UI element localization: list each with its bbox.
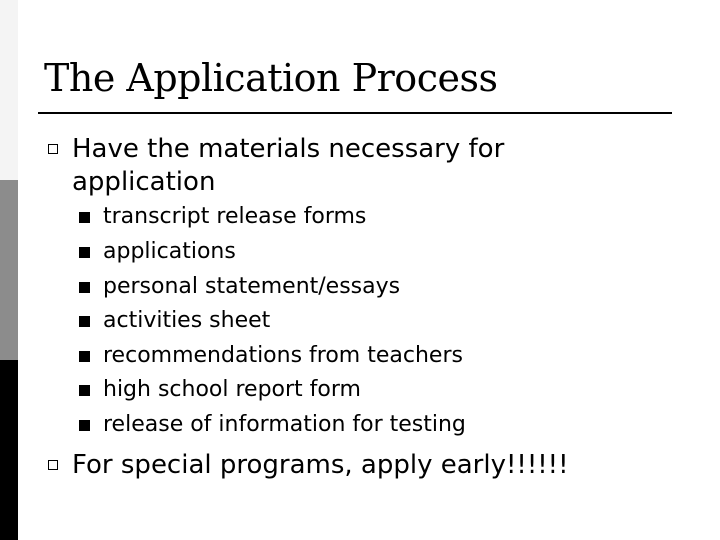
- left-edge-mid: [0, 180, 18, 360]
- solid-square-bullet-icon: [79, 212, 90, 223]
- solid-square-bullet-icon: [79, 385, 90, 396]
- solid-square-bullet-icon: [79, 282, 90, 293]
- bullet-1-line-2: application: [72, 167, 216, 197]
- subitem-4: activities sheet: [103, 308, 271, 333]
- left-edge-light: [0, 0, 18, 180]
- left-edge-dark: [0, 360, 18, 540]
- bullet-1-line-1: Have the materials necessary for: [72, 134, 505, 164]
- subitem-2: applications: [103, 239, 236, 264]
- subitem-3: personal statement/essays: [103, 274, 401, 299]
- bullet-2-line-1: For special programs, apply early!!!!!!: [72, 450, 569, 480]
- hollow-square-bullet-icon: [48, 144, 58, 154]
- subitem-5: recommendations from teachers: [103, 343, 463, 368]
- solid-square-bullet-icon: [79, 316, 90, 327]
- solid-square-bullet-icon: [79, 247, 90, 258]
- slide-title: The Application Process: [44, 56, 498, 100]
- subitem-6: high school report form: [103, 377, 361, 402]
- hollow-square-bullet-icon: [48, 460, 58, 470]
- subitem-7: release of information for testing: [103, 412, 466, 437]
- subitem-1: transcript release forms: [103, 204, 367, 229]
- solid-square-bullet-icon: [79, 351, 90, 362]
- solid-square-bullet-icon: [79, 420, 90, 431]
- title-underline: [38, 112, 672, 114]
